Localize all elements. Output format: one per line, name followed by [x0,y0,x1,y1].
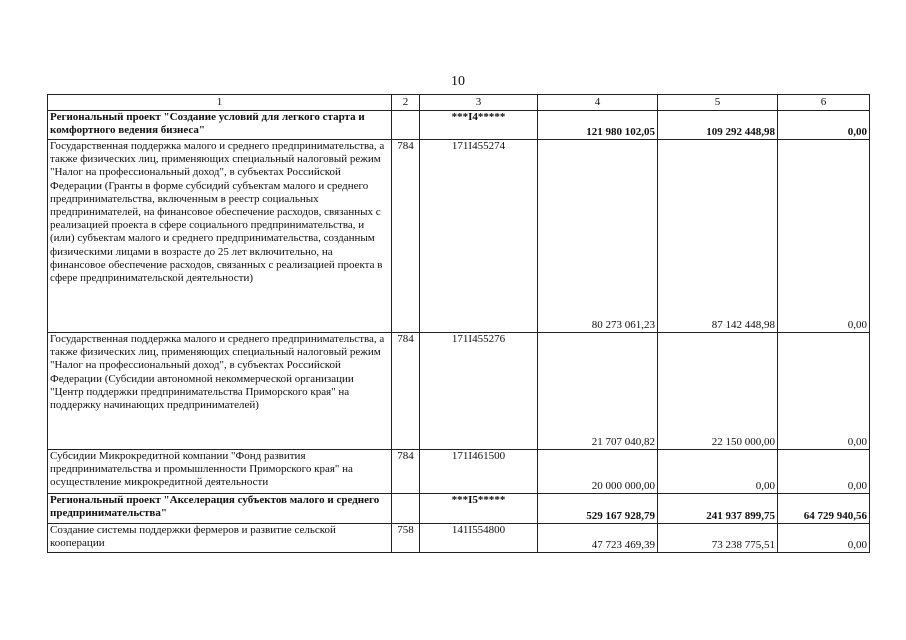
table-row [48,450,870,494]
table-row [48,333,870,450]
row-name: Государственная поддержка малого и среднего предпринимательства, а также физических лиц, применяющих специальный налоговый режим "Налог на профессиональный доход", в субъектах Российской Федерации (Субсидии автономной некоммерческой организации "Центр поддержки предпринимательства Приморского края" на поддержку начинающих предпринимателей) [48,333,392,450]
row-amount-6: 0,00 [778,524,870,553]
row-code: 784 [392,333,420,450]
row-code: 758 [392,524,420,553]
row-amount-4: 21 707 040,82 [538,333,658,450]
row-amount-5: 22 150 000,00 [658,333,778,450]
row-target-code: 171I455276 [420,333,538,450]
project-row [48,494,870,524]
row-name: Субсидии Микрокредитной компании "Фонд развития предпринимательства и промышленности Приморского края" на осуществление микрокредитной деятельности [48,450,392,494]
table-row [48,140,870,333]
row-code [392,494,420,524]
row-amount-4: 121 980 102,05 [538,111,658,140]
row-amount-5: 109 292 448,98 [658,111,778,140]
row-amount-5: 241 937 899,75 [658,494,778,524]
row-target-code: ***I5***** [420,494,538,524]
row-amount-6: 0,00 [778,333,870,450]
row-amount-6: 0,00 [778,450,870,494]
project-row [48,111,870,140]
column-header: 3 [420,95,538,111]
row-amount-5: 73 238 775,51 [658,524,778,553]
row-target-code: 171I461500 [420,450,538,494]
page-number: 10 [451,74,465,89]
budget-table [47,94,870,553]
row-name: Региональный проект "Создание условий для легкого старта и комфортного ведения бизнеса" [48,111,392,140]
row-code: 784 [392,140,420,333]
row-amount-5: 0,00 [658,450,778,494]
row-amount-4: 20 000 000,00 [538,450,658,494]
row-code: 784 [392,450,420,494]
row-target-code: ***I4***** [420,111,538,140]
row-amount-6: 64 729 940,56 [778,494,870,524]
row-name: Создание системы поддержки фермеров и развитие сельской кооперации [48,524,392,553]
row-amount-4: 529 167 928,79 [538,494,658,524]
column-header: 5 [658,95,778,111]
row-target-code: 141I554800 [420,524,538,553]
row-amount-6: 0,00 [778,111,870,140]
column-header: 4 [538,95,658,111]
row-amount-4: 47 723 469,39 [538,524,658,553]
row-amount-6: 0,00 [778,140,870,333]
column-header: 2 [392,95,420,111]
row-name: Государственная поддержка малого и среднего предпринимательства, а также физических лиц, применяющих специальный налоговый режим "Налог на профессиональный доход", в субъектах Российской Федерации (Гранты в форме субсидий субъектам малого и среднего предпринимательства, включенным в реестр социальных предпринимателей, на финансовое обеспечение расходов, связанных с реализацией проекта в сфере социального предпринимательства, и (или) субъектам малого и среднего предпринимательства, созданным физическими лицами в возрасте до 25 лет включительно, на финансовое обеспечение расходов, связанных с реализацией проекта в сфере предпринимательской деятельности) [48,140,392,333]
row-amount-5: 87 142 448,98 [658,140,778,333]
row-target-code: 171I455274 [420,140,538,333]
table-row [48,524,870,553]
row-amount-4: 80 273 061,23 [538,140,658,333]
row-code [392,111,420,140]
table-header-row [48,95,870,111]
column-header: 1 [48,95,392,111]
row-name: Региональный проект "Акселерация субъектов малого и среднего предпринимательства" [48,494,392,524]
column-header: 6 [778,95,870,111]
